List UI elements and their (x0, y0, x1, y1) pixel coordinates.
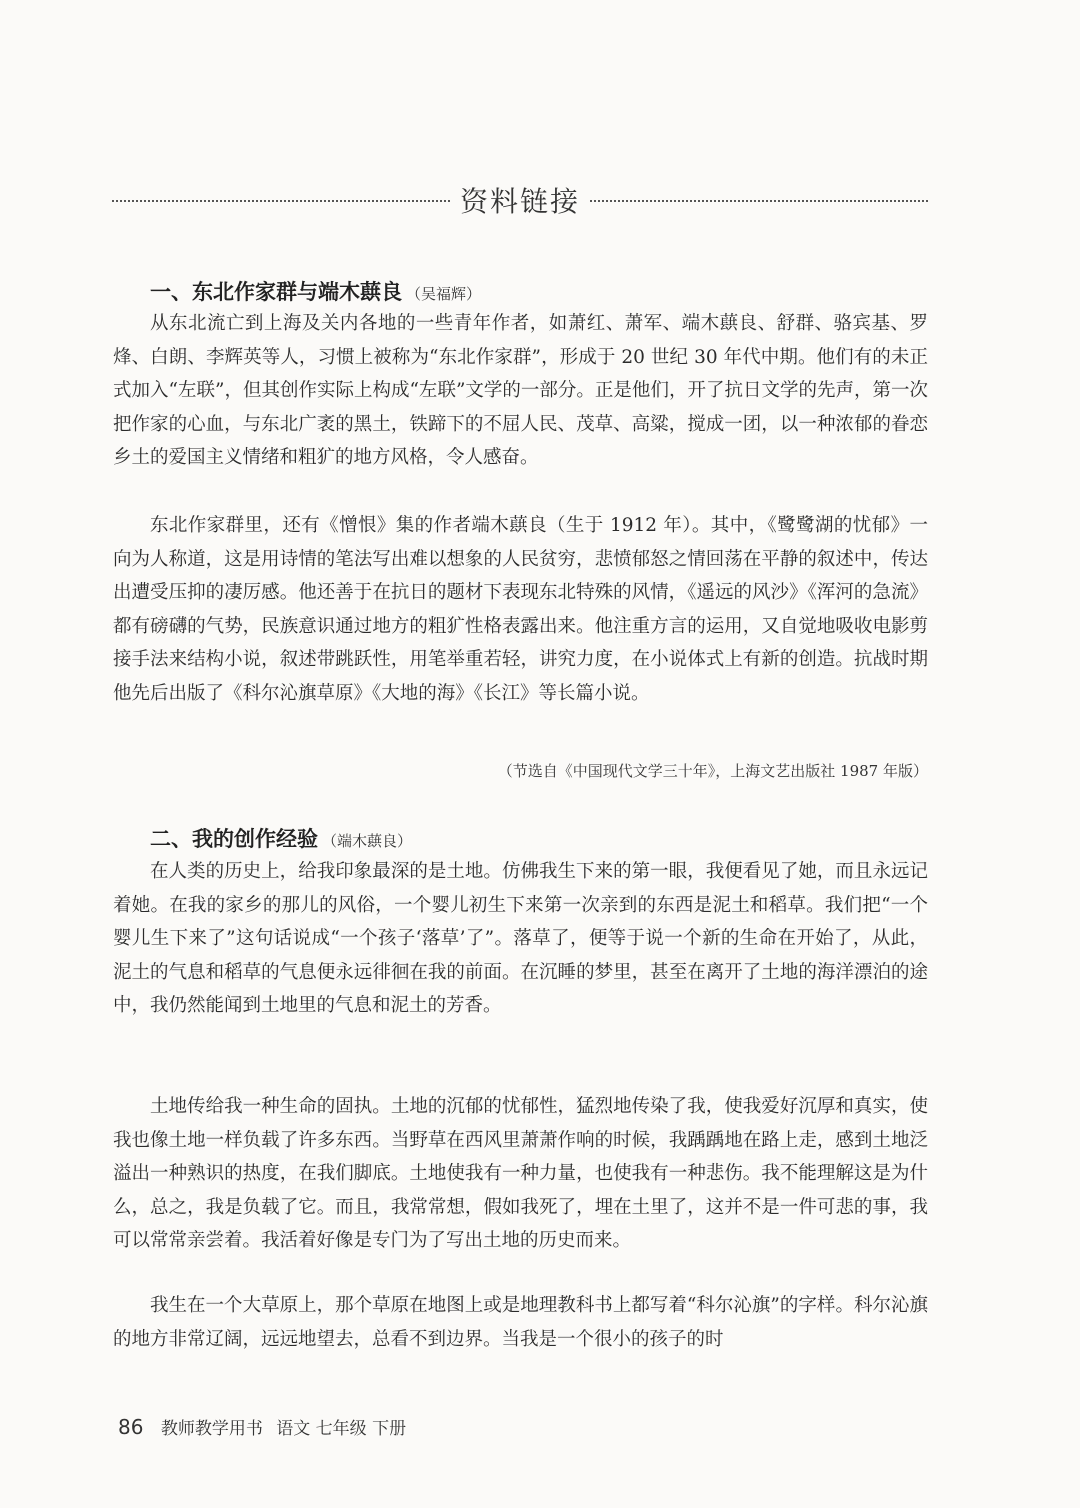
section-1-title (150, 276, 481, 306)
section-2-title (150, 823, 412, 853)
footer-volume: 下册 (372, 1419, 407, 1439)
section-1-paragraph-1: 从东北流亡到上海及关内各地的一些青年作者，如萧红、萧军、端木蕻良、舒群、骆宾基、罗烽、白朗、李辉英等人，习惯上被称为“东北作家群”，形成于 20 世纪 30 年代中期。他们有的未正式加入“左联”，但其创作实际上构成“左联”文学的一部分。正是他们，开了抗日文学的先声，第一次把作家的心血，与东北广袤的黑土，铁蹄下的不屈人民、茂草、高粱，搅成一团，以一种浓郁的眷恋乡土的爱国主义情绪和粗犷的地方风格，令人感奋。 (113, 313, 928, 468)
section-header (112, 178, 928, 224)
section-2-paragraph-3: 我生在一个大草原上，那个草原在地图上或是地理教科书上都写着“科尔沁旗”的字样。科尔沁旗的地方非常辽阔，远远地望去，总看不到边界。当我是一个很小的孩子的时 (113, 1295, 928, 1350)
header-title: 资料链接 (459, 185, 580, 218)
page-number: 86 (118, 1415, 144, 1439)
header-dotted-rule-right (590, 200, 928, 202)
section-1-source: （节选自《中国现代文学三十年》，上海文艺出版社 1987 年版） (497, 762, 928, 780)
section-2-heading: 二、我的创作经验 (150, 827, 318, 851)
section-1-heading: 一、东北作家群与端木蕻良 (150, 280, 402, 304)
header-dotted-rule-left (112, 200, 450, 202)
footer-book-title: 教师教学用书 (160, 1419, 263, 1439)
section-2-paragraph-1: 在人类的历史上，给我印象最深的是土地。仿佛我生下来的第一眼，我便看见了她，而且永远记着她。在我的家乡的那儿的风俗，一个婴儿初生下来第一次亲到的东西是泥土和稻草。我们把“一个婴儿生下来了”这句话说成“一个孩子‘落草’了”。落草了，便等于说一个新的生命在开始了，从此，泥土的气息和稻草的气息便永远徘徊在我的前面。在沉睡的梦里，甚至在离开了土地的海洋漂泊的途中，我仍然能闻到土地里的气息和泥土的芳香。 (113, 861, 928, 1016)
page-footer (118, 1414, 406, 1439)
section-1-author: （吴福辉） (406, 285, 482, 303)
section-1-paragraph-2: 东北作家群里，还有《憎恨》集的作者端木蕻良（生于 1912 年）。其中，《鹭鹭湖的忧郁》一向为人称道，这是用诗情的笔法写出难以想象的人民贫穷，悲愤郁怒之情回荡在平静的叙述中，传达出遭受压抑的凄厉感。他还善于在抗日的题材下表现东北特殊的风情，《遥远的风沙》《浑河的急流》都有磅礴的气势，民族意识通过地方的粗犷性格表露出来。他注重方言的运用，又自觉地吸收电影剪接手法来结构小说，叙述带跳跃性，用笔举重若轻，讲究力度，在小说体式上有新的创造。抗战时期他先后出版了《科尔沁旗草原》《大地的海》《长江》等长篇小说。 (113, 515, 928, 704)
section-2-paragraph-2: 土地传给我一种生命的固执。土地的沉郁的忧郁性，猛烈地传染了我，使我爱好沉厚和真实，使我也像土地一样负载了许多东西。当野草在西风里萧萧作响的时候，我踽踽地在路上走，感到土地泛溢出一种熟识的热度，在我们脚底。土地使我有一种力量，也使我有一种悲伤。我不能理解这是为什么，总之，我是负载了它。而且，我常常想，假如我死了，埋在土里了，这并不是一件可悲的事，我可以常常亲尝着。我活着好像是专门为了写出土地的历史而来。 (113, 1096, 928, 1251)
section-2-author: （端木蕻良） (322, 832, 413, 850)
footer-subject: 语文 (276, 1419, 311, 1439)
footer-grade: 七年级 (315, 1419, 367, 1439)
